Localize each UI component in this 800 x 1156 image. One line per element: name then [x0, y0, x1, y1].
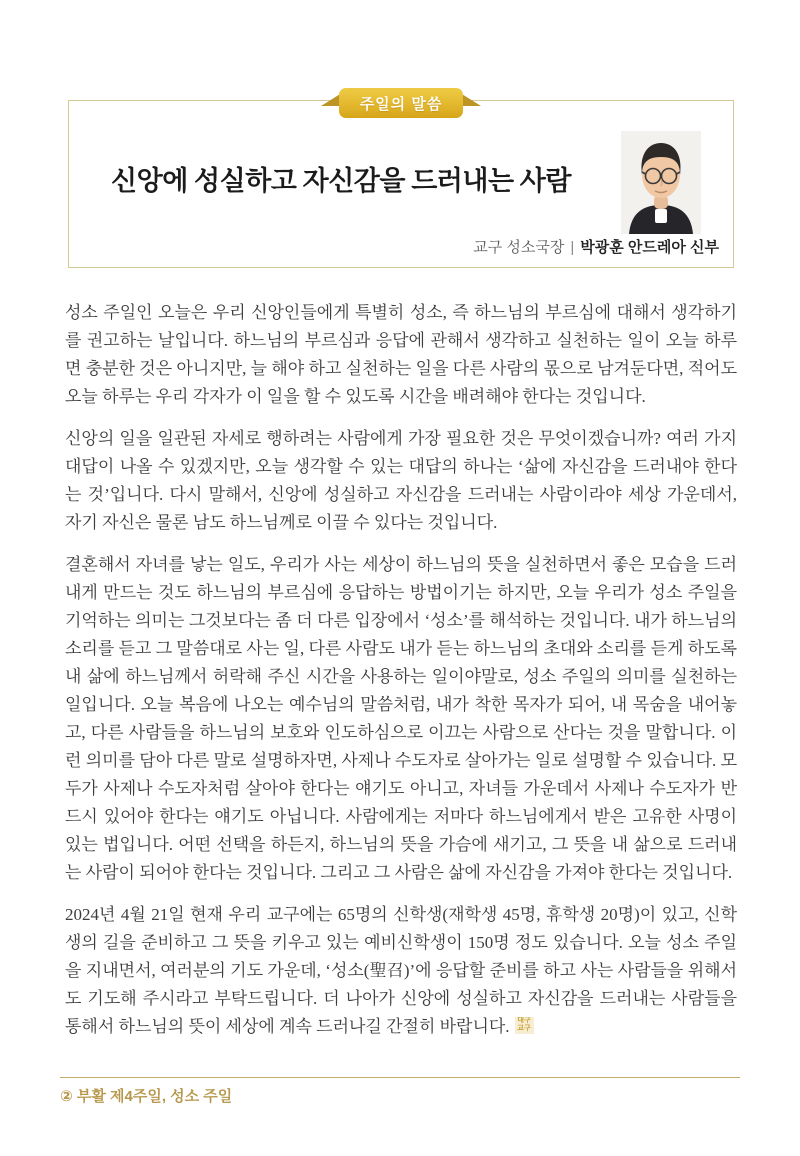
priest-photo: [621, 131, 701, 234]
byline: [473, 236, 719, 257]
seal-line-2: 교구: [517, 1025, 531, 1032]
ribbon-label: 주일의 말씀: [359, 95, 443, 113]
article-body: [65, 299, 737, 1041]
seal-line-1: 대구: [517, 1017, 531, 1024]
article-title: 신앙에 성실하고 자신감을 드러내는 사람: [111, 166, 571, 196]
byline-separator: |: [570, 239, 575, 256]
ribbon-badge: [339, 88, 463, 118]
byline-name: 박광훈 안드레아 신부: [580, 239, 719, 256]
byline-role: 교구 성소국장: [473, 239, 565, 256]
page-footer: [60, 1077, 740, 1106]
sunday-word-ribbon: [339, 88, 463, 118]
paragraph-4-text: 2024년 4월 21일 현재 우리 교구에는 65명의 신학생(재학생 45명, 휴학생 20명)이 있고, 신학생의 길을 준비하고 그 뜻을 키우고 있는 예비신학생이 150명 정도 있습니다. 오늘 성소 주일을 지내면서, 여러분의 기도 가운데, ‘성소(聖召)’에 응답할 준비를 하고 사는 사람들을 위해서도 기도해 주시라고 부탁드립니다. 더 나아가 신앙에 성실하고 자신감을 드러내는 사람들을 통해서 하느님의 뜻이 세상에 계속 드러나길 간절히 바랍니다.: [65, 905, 737, 1036]
paragraph-2: 신앙의 일을 일관된 자세로 행하려는 사람에게 가장 필요한 것은 무엇이겠습니까? 여러 가지 대답이 나올 수 있겠지만, 오늘 생각할 수 있는 대답의 하나는 ‘삶에 자신감을 드러내야 한다는 것’입니다. 다시 말해서, 신앙에 성실하고 자신감을 드러내는 사람이라야 세상 가운데서, 자기 자신은 물론 남도 하느님께로 이끌 수 있다는 것입니다.: [65, 429, 737, 532]
footer-label: ② 부활 제4주일, 성소 주일: [60, 1088, 233, 1105]
paragraph-4: [65, 901, 737, 1041]
priest-portrait-illustration: [621, 131, 701, 234]
diocese-seal-icon: [515, 1017, 534, 1034]
header-box: [68, 95, 734, 268]
paragraph-3: 결혼해서 자녀를 낳는 일도, 우리가 사는 세상이 하느님의 뜻을 실천하면서 좋은 모습을 드러내게 만드는 것도 하느님의 부르심에 응답하는 방법이기는 하지만, 오늘 우리가 성소 주일을 기억하는 의미는 그것보다는 좀 더 다른 입장에서 ‘성소’를 해석하는 것입니다. 내가 하느님의 소리를 듣고 그 말씀대로 사는 일, 다른 사람도 내가 듣는 하느님의 초대와 소리를 듣게 하도록 내 삶에 하느님께서 허락해 주신 시간을 사용하는 일이야말로, 성소 주일의 의미를 실천하는 일입니다. 오늘 복음에 나오는 예수님의 말씀처럼, 내가 착한 목자가 되어, 내 목숨을 내어놓고, 다른 사람들을 하느님의 보호와 인도하심으로 이끄는 사람으로 산다는 것을 말합니다. 이런 의미를 담아 다른 말로 설명하자면, 사제나 수도자로 살아가는 일로 설명할 수 있습니다. 모두가 사제나 수도자처럼 살아야 한다는 얘기도 아니고, 자녀들 가운데서 사제나 수도자가 반드시 있어야 한다는 얘기도 아닙니다. 사람에게는 저마다 하느님에게서 받은 고유한 사명이 있는 법입니다. 어떤 선택을 하든지, 하느님의 뜻을 가슴에 새기고, 그 뜻을 내 삶으로 드러내는 사람이 되어야 한다는 것입니다. 그리고 그 사람은 삶에 자신감을 가져야 한다는 것입니다.: [65, 555, 737, 882]
paragraph-1: 성소 주일인 오늘은 우리 신앙인들에게 특별히 성소, 즉 하느님의 부르심에 대해서 생각하기를 권고하는 날입니다. 하느님의 부르심과 응답에 관해서 생각하고 실천하는 일이 오늘 하루면 충분한 것은 아니지만, 늘 해야 하고 실천하는 일을 다른 사람의 몫으로 남겨둔다면, 적어도 오늘 하루는 우리 각자가 이 일을 할 수 있도록 시간을 배려해야 한다는 것입니다.: [65, 303, 737, 406]
